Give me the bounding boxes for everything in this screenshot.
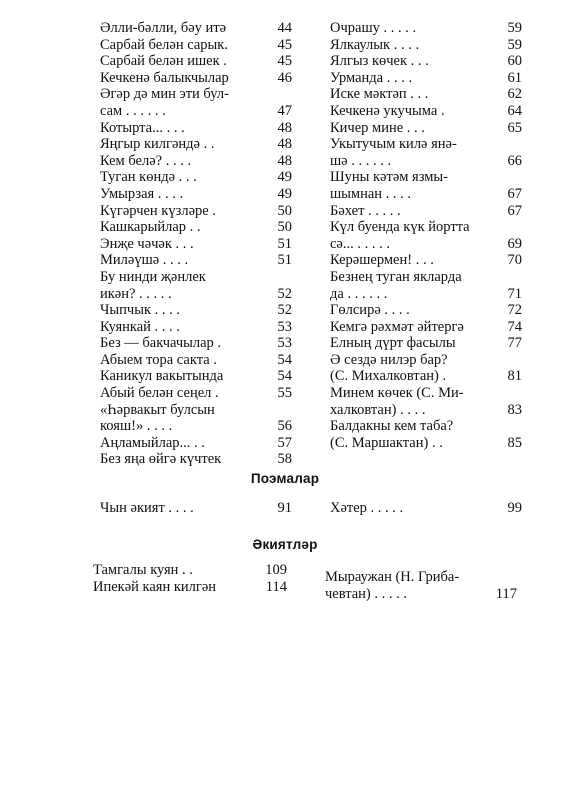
toc-entry bbox=[330, 86, 522, 103]
toc-entry-title: Иске мәктәп . . . bbox=[330, 86, 429, 103]
toc-entry-page: 62 bbox=[507, 86, 522, 103]
toc-entry bbox=[330, 352, 522, 369]
tales-right-column bbox=[325, 569, 517, 602]
toc-entry-page: 55 bbox=[277, 385, 292, 402]
section-heading-tales: Әкиятләр bbox=[252, 537, 318, 552]
toc-entry-title: Укытучым килә янә- bbox=[330, 136, 457, 153]
toc-entry-page: 52 bbox=[277, 302, 292, 319]
toc-entry-title: (С. Михалковтан) . bbox=[330, 368, 447, 385]
toc-entry-title: Чын әкият . . . . bbox=[100, 500, 194, 516]
toc-entry-page: 51 bbox=[277, 235, 292, 252]
toc-entry bbox=[100, 335, 292, 352]
toc-entry bbox=[330, 169, 522, 186]
toc-entry-page: 59 bbox=[507, 36, 522, 53]
toc-entry-page: 45 bbox=[277, 53, 292, 70]
toc-entry-page: 54 bbox=[277, 351, 292, 368]
toc-entry-title: Елның дүрт фасылы bbox=[330, 335, 456, 352]
toc-entry bbox=[93, 562, 287, 579]
toc-entry-title: Чыпчык . . . . bbox=[100, 302, 181, 319]
poems-left-column bbox=[100, 500, 292, 517]
toc-entry bbox=[100, 418, 292, 435]
toc-entry-page: 66 bbox=[507, 152, 522, 169]
toc-entry-title: Абыем тора сакта . bbox=[100, 351, 217, 368]
toc-entry bbox=[325, 586, 517, 603]
toc-entry-page: 46 bbox=[277, 69, 292, 86]
toc-entry bbox=[100, 86, 292, 103]
toc-entry-title: (С. Маршактан) . . bbox=[330, 434, 443, 451]
toc-entry-title: Очрашу . . . . . bbox=[330, 20, 417, 36]
toc-entry-title: сә... . . . . . bbox=[330, 235, 390, 252]
toc-entry-title: Яңгыр килгәндә . . bbox=[100, 136, 215, 153]
toc-entry bbox=[330, 302, 522, 319]
toc-entry-page: 72 bbox=[507, 302, 522, 319]
toc-entry-title: шымнан . . . . bbox=[330, 185, 412, 202]
toc-entry-page: 51 bbox=[277, 252, 292, 269]
toc-entry-title: Аңламыйлар... . . bbox=[100, 434, 205, 451]
toc-entry bbox=[330, 269, 522, 286]
toc-entry-page: 45 bbox=[277, 36, 292, 53]
toc-entry bbox=[100, 103, 292, 120]
toc-entry-page: 64 bbox=[507, 102, 522, 119]
toc-entry-title: Шуны кәтәм язмы- bbox=[330, 169, 448, 186]
toc-entry-title: Әгәр дә мин эти бул- bbox=[100, 86, 229, 103]
toc-entry-title: Тамгалы куян . . bbox=[93, 562, 193, 578]
toc-entry-title: Абый белән сеңел . bbox=[100, 385, 219, 402]
toc-entry-page: 99 bbox=[507, 500, 522, 516]
toc-entry bbox=[330, 252, 522, 269]
toc-entry bbox=[330, 286, 522, 303]
toc-entry-page: 69 bbox=[507, 235, 522, 252]
toc-entry bbox=[330, 20, 522, 37]
toc-entry-title: халковтан) . . . . bbox=[330, 401, 426, 418]
toc-entry bbox=[100, 269, 292, 286]
toc-entry-title: Без — бакчачылар . bbox=[100, 335, 222, 352]
toc-entry-page: 57 bbox=[277, 434, 292, 451]
toc-entry-title: Хәтер . . . . . bbox=[330, 500, 404, 516]
toc-entry bbox=[100, 319, 292, 336]
toc-entry-title: Энҗе чәчәк . . . bbox=[100, 235, 194, 252]
toc-entry-title: Бу нинди җәнлек bbox=[100, 268, 206, 285]
toc-entry bbox=[330, 402, 522, 419]
toc-entry-title: Куянкай . . . . bbox=[100, 318, 180, 335]
toc-entry bbox=[100, 219, 292, 236]
toc-entry bbox=[330, 53, 522, 70]
toc-entry bbox=[330, 219, 522, 236]
toc-entry bbox=[100, 70, 292, 87]
toc-entry-title: чевтан) . . . . . bbox=[325, 585, 408, 602]
toc-entry-title: Кичер мине . . . bbox=[330, 119, 425, 136]
toc-entry-page: 49 bbox=[277, 169, 292, 186]
toc-entry-title: Кечкенә укучыма . bbox=[330, 102, 445, 119]
toc-entry-page: 48 bbox=[277, 152, 292, 169]
toc-entry bbox=[100, 236, 292, 253]
toc-entry bbox=[100, 153, 292, 170]
toc-entry-title: Әлли-бәлли, бәу итә bbox=[100, 20, 227, 36]
toc-entry-page: 48 bbox=[277, 136, 292, 153]
toc-entry bbox=[330, 186, 522, 203]
toc-entry-page: 48 bbox=[277, 119, 292, 136]
toc-entry-title: Сарбай белән сарык. bbox=[100, 36, 228, 53]
toc-entry bbox=[100, 186, 292, 203]
toc-entry-title: Кем белә? . . . . bbox=[100, 152, 192, 169]
toc-entry-title: Күл буенда күк йортта bbox=[330, 219, 470, 236]
toc-entry-title: Миләүшә . . . . bbox=[100, 252, 189, 269]
toc-entry bbox=[100, 136, 292, 153]
toc-entry-page: 56 bbox=[277, 418, 292, 435]
toc-entry bbox=[330, 435, 522, 452]
toc-entry-title: Безнең туган якларда bbox=[330, 268, 462, 285]
toc-entry-page: 54 bbox=[277, 368, 292, 385]
toc-entry-page: 50 bbox=[277, 202, 292, 219]
toc-entry-page: 85 bbox=[507, 434, 522, 451]
toc-entry-title: Каникул вакытында bbox=[100, 368, 224, 385]
toc-entry-page: 47 bbox=[277, 102, 292, 119]
toc-entry bbox=[330, 368, 522, 385]
toc-entry bbox=[100, 435, 292, 452]
toc-entry-title: Без яңа өйгә күчтек bbox=[100, 451, 222, 468]
toc-entry bbox=[330, 500, 522, 517]
toc-entry bbox=[100, 169, 292, 186]
toc-entry-title: Кашкарыйлар . . bbox=[100, 219, 201, 236]
toc-entry bbox=[100, 252, 292, 269]
toc-entry-title: сам . . . . . . bbox=[100, 102, 166, 119]
toc-entry bbox=[325, 569, 517, 586]
toc-entry bbox=[100, 120, 292, 137]
toc-entry-page: 67 bbox=[507, 202, 522, 219]
toc-entry-title: Керәшермен! . . . bbox=[330, 252, 434, 269]
toc-entry bbox=[330, 319, 522, 336]
toc-entry-page: 91 bbox=[277, 500, 292, 516]
toc-entry-page: 71 bbox=[507, 285, 522, 302]
toc-entry-title: Урманда . . . . bbox=[330, 69, 413, 86]
toc-entry-title: Ялгыз көчек . . . bbox=[330, 53, 429, 70]
toc-entry-title: «Һәрвакыт булсын bbox=[100, 401, 215, 418]
toc-entry bbox=[100, 286, 292, 303]
toc-entry bbox=[100, 53, 292, 70]
toc-entry bbox=[100, 368, 292, 385]
toc-entry bbox=[100, 402, 292, 419]
toc-entry bbox=[330, 136, 522, 153]
toc-entry-page: 117 bbox=[495, 585, 517, 602]
toc-entry-page: 67 bbox=[507, 185, 522, 202]
toc-entry-title: икән? . . . . . bbox=[100, 285, 172, 302]
toc-entry bbox=[330, 203, 522, 220]
toc-entry-title: шә . . . . . . bbox=[330, 152, 392, 169]
toc-entry-title: Сарбай белән ишек . bbox=[100, 53, 227, 70]
toc-entry-title: Умырзая . . . . bbox=[100, 185, 184, 202]
toc-entry-page: 109 bbox=[265, 562, 287, 578]
toc-entry bbox=[93, 579, 287, 596]
toc-entry bbox=[100, 385, 292, 402]
toc-entry bbox=[330, 103, 522, 120]
toc-entry bbox=[100, 352, 292, 369]
toc-entry bbox=[330, 418, 522, 435]
toc-entry bbox=[330, 385, 522, 402]
toc-entry-title: Ипекәй каян килгән bbox=[93, 578, 217, 595]
toc-entry-page: 81 bbox=[507, 368, 522, 385]
tales-left-column bbox=[93, 562, 287, 595]
toc-entry-title: Гөлсирә . . . . bbox=[330, 302, 410, 319]
toc-entry-title: кояш!» . . . . bbox=[100, 418, 173, 435]
toc-entry-page: 52 bbox=[277, 285, 292, 302]
toc-entry bbox=[100, 20, 292, 37]
toc-entry-page: 77 bbox=[507, 335, 522, 352]
toc-entry-page: 53 bbox=[277, 335, 292, 352]
toc-entry bbox=[330, 70, 522, 87]
poems-right-column bbox=[330, 500, 522, 517]
toc-entry-title: Ялкаулык . . . . bbox=[330, 36, 420, 53]
toc-entry-page: 58 bbox=[277, 451, 292, 468]
toc-entry-title: Балдакны кем таба? bbox=[330, 418, 454, 435]
toc-entry-title: Кечкенә балыкчылар bbox=[100, 69, 229, 86]
toc-entry-title: Мыраужан (Н. Гриба- bbox=[325, 569, 460, 585]
toc-entry bbox=[100, 451, 292, 468]
toc-entry-page: 61 bbox=[507, 69, 522, 86]
toc-entry bbox=[100, 302, 292, 319]
toc-entry bbox=[330, 37, 522, 54]
toc-entry-page: 114 bbox=[265, 578, 287, 595]
toc-entry bbox=[330, 153, 522, 170]
toc-entry-page: 70 bbox=[507, 252, 522, 269]
toc-entry-title: Бәхет . . . . . bbox=[330, 202, 401, 219]
toc-entry bbox=[330, 120, 522, 137]
toc-entry bbox=[330, 335, 522, 352]
toc-entry-title: Ә сездә нилэр бар? bbox=[330, 351, 448, 368]
toc-entry bbox=[330, 236, 522, 253]
toc-entry-title: Кемгә рәхмәт әйтергә bbox=[330, 318, 464, 335]
toc-entry bbox=[100, 37, 292, 54]
toc-entry-title: Котырта... . . . bbox=[100, 119, 185, 136]
toc-entry bbox=[100, 500, 292, 517]
toc-entry-title: Туган көндә . . . bbox=[100, 169, 197, 186]
toc-entry-title: Күгәрчен күзләре . bbox=[100, 202, 216, 219]
toc-entry-page: 83 bbox=[507, 401, 522, 418]
toc-entry-page: 74 bbox=[507, 318, 522, 335]
toc-entry-page: 49 bbox=[277, 185, 292, 202]
toc-entry-title: Минем көчек (С. Ми- bbox=[330, 385, 464, 402]
toc-entry-page: 44 bbox=[277, 20, 292, 36]
toc-entry-page: 65 bbox=[507, 119, 522, 136]
toc-entry-page: 60 bbox=[507, 53, 522, 70]
toc-entry bbox=[100, 203, 292, 220]
toc-left-column bbox=[100, 20, 292, 468]
toc-entry-page: 50 bbox=[277, 219, 292, 236]
toc-entry-page: 53 bbox=[277, 318, 292, 335]
toc-right-column bbox=[330, 20, 522, 451]
section-heading-poems: Поэмалар bbox=[250, 471, 320, 486]
toc-entry-page: 59 bbox=[507, 20, 522, 36]
toc-entry-title: да . . . . . . bbox=[330, 285, 388, 302]
